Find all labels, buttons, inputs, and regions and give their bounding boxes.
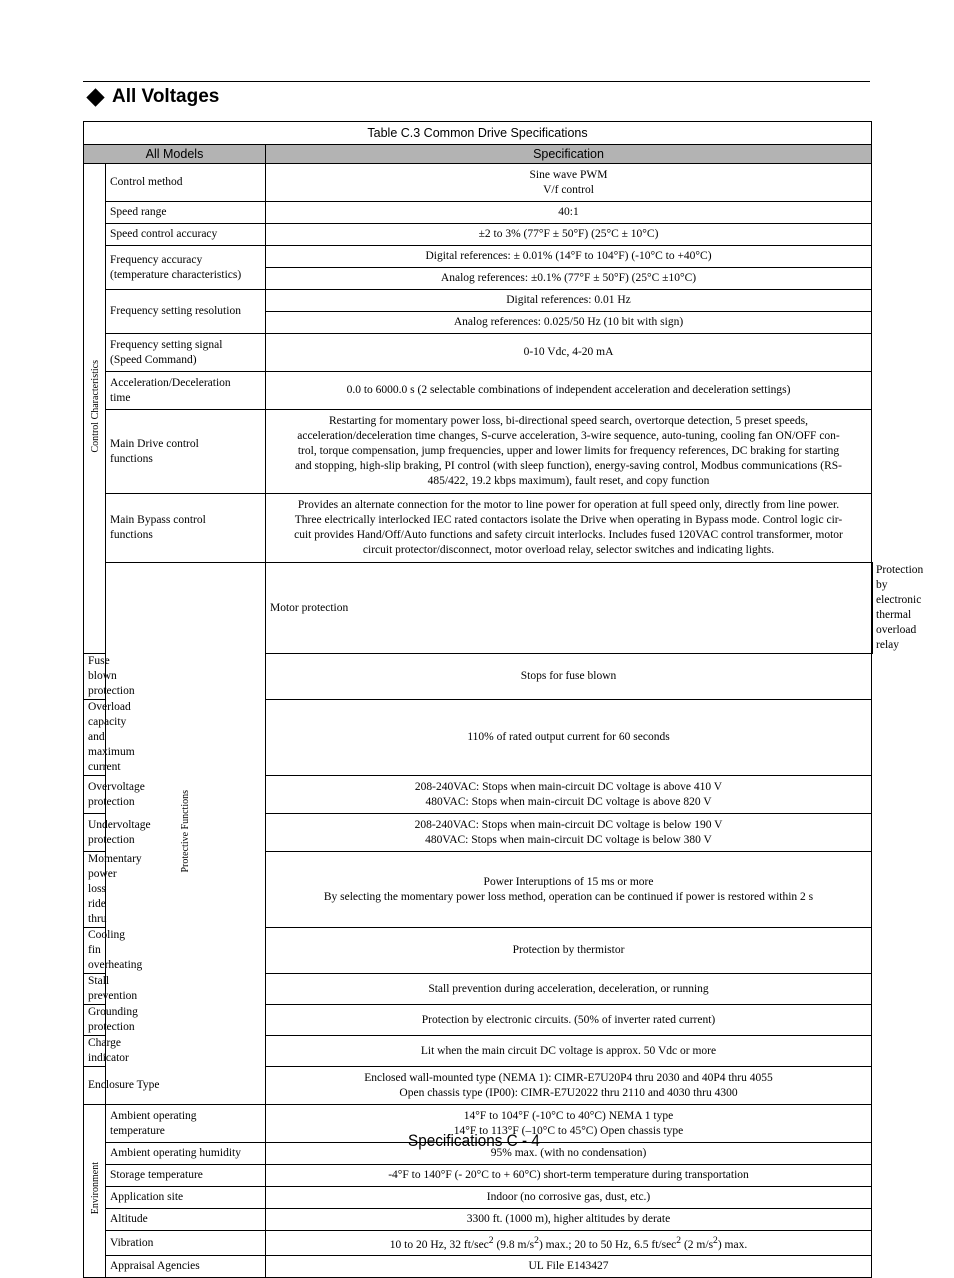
table-row: [84, 1187, 873, 1209]
spec-value: Protection by electronic circuits. (50% of inverter rated current): [266, 1005, 872, 1036]
param-label: Frequency setting resolution: [106, 290, 266, 334]
param-label: Control method: [106, 164, 266, 202]
top-rule: [83, 81, 870, 82]
spec-value: -4°F to 140°F (- 20°C to + 60°C) short-term temperature during transportation: [266, 1165, 872, 1187]
table-caption-row: [84, 122, 873, 145]
spec-value: Lit when the main circuit DC voltage is approx. 50 Vdc or more: [266, 1036, 872, 1067]
section-title: All Voltages: [112, 86, 220, 107]
spec-value: 110% of rated output current for 60 seconds: [266, 700, 872, 776]
spec-value: Digital references: 0.01 Hz: [266, 290, 872, 312]
table-row: [84, 334, 873, 372]
param-label: Motor protection: [266, 563, 872, 654]
group-control: Control Characteristics: [84, 164, 106, 654]
spec-value: Protection by electronic thermal overload relay: [876, 564, 924, 651]
param-label: Enclosure Type: [84, 1067, 266, 1105]
spec-value: UL File E143427: [266, 1256, 872, 1278]
spec-value: Indoor (no corrosive gas, dust, etc.): [266, 1187, 872, 1209]
param-label: Speed range: [106, 202, 266, 224]
section-heading: [86, 86, 219, 108]
param-label: Frequency setting signal (Speed Command): [106, 334, 266, 372]
param-label: Application site: [106, 1187, 266, 1209]
table-row: [84, 202, 873, 224]
param-label: Ambient operating temperature: [106, 1105, 266, 1143]
param-label: Main Bypass control functions: [106, 494, 266, 563]
param-label: Appraisal Agencies: [106, 1256, 266, 1278]
param-label: Ambient operating humidity: [106, 1143, 266, 1165]
spec-value: 0.0 to 6000.0 s (2 selectable combinations of independent acceleration and deceleration settings): [266, 372, 872, 410]
table-row: [84, 1231, 873, 1256]
param-label: Cooling fin overheating: [84, 928, 106, 974]
spec-value: 40:1: [266, 202, 872, 224]
param-label: Fuse blown protection: [84, 654, 106, 700]
spec-value: 10 to 20 Hz, 32 $ft/\sec^2$ (9.8 $m/s^2$) max.; 20 to 50 Hz, 6.5 $ft/\sec^2$ (2 $m/s^2$) max.: [266, 1231, 872, 1256]
param-label: Charge indicator: [84, 1036, 106, 1067]
spec-value: 95% max. (with no condensation): [266, 1143, 872, 1165]
param-label: Grounding protection: [84, 1005, 106, 1036]
spec-table: [83, 121, 924, 1278]
spec-value: Sine wave PWM V/f control: [266, 164, 872, 202]
table-row: [84, 494, 873, 563]
table-row: [84, 164, 873, 202]
spec-value: 0-10 Vdc, 4-20 mA: [266, 334, 872, 372]
param-label: Stall prevention: [84, 974, 106, 1005]
spec-value: Provides an alternate connection for the motor to line power for operation at full speed only, directly from line power. Three electrically interlocked IEC rated contactors isolate the Drive when operating in Bypass mode. Control logic cir- cuit provides Hand/Off/Auto functions and safety circuit interlocks. Includes fused 120VAC control transformer, motor circuit protector/disconnect, motor overload relay, selector switches and indicating lights.: [266, 494, 872, 563]
spec-value: Stall prevention during acceleration, deceleration, or running: [266, 974, 872, 1005]
spec-value: Power Interuptions of 15 ms or more By selecting the momentary power loss method, operation can be continued if power is restored within 2 s: [266, 852, 872, 928]
param-label: Speed control accuracy: [106, 224, 266, 246]
param-label: Storage temperature: [106, 1165, 266, 1187]
table-caption: Table C.3 Common Drive Specifications: [84, 122, 872, 145]
spec-value: Analog references: 0.025/50 Hz (10 bit with sign): [266, 312, 872, 334]
param-label: Frequency accuracy (temperature characteristics): [106, 246, 266, 290]
table-row: [84, 246, 873, 268]
diamond-bullet-icon: [86, 88, 104, 106]
param-label: Undervoltage protection: [84, 814, 106, 852]
table-row: [84, 1165, 873, 1187]
param-label: Vibration: [106, 1231, 266, 1256]
param-label: Acceleration/Deceleration time: [106, 372, 266, 410]
header-all-models: All Models: [84, 145, 266, 164]
spec-value: Restarting for momentary power loss, bi-directional speed search, overtorque detection, 5 preset speeds, acceleration/deceleration time changes, S-curve acceleration, 3-wire sequence, auto-tuning, cooling fan ON/OFF con- trol, torque compensation, jump frequencies, upper and lower limits for frequency references, DC braking for starting and stopping, high-slip braking, PI control (with sleep function), energy-saving control, Modbus communications (RS- 485/422, 19.2 kbps maximum), fault reset, and copy function: [266, 410, 872, 494]
spec-value: Protection by thermistor: [266, 928, 872, 974]
table-row: [84, 1256, 873, 1278]
spec-value: Digital references: ± 0.01% (14°F to 104°F) (-10°C to +40°C): [266, 246, 872, 268]
spec-value: Analog references: ±0.1% (77°F ± 50°F) (25°C ±10°C): [266, 268, 872, 290]
param-label: Momentary power loss ride thru: [84, 852, 106, 928]
table-row: [84, 1067, 873, 1105]
group-environment: Environment: [84, 1105, 106, 1278]
param-label: Altitude: [106, 1209, 266, 1231]
spec-value: Stops for fuse blown: [266, 654, 872, 700]
spec-value: Enclosed wall-mounted type (NEMA 1): CIMR-E7U20P4 thru 2030 and 40P4 thru 4055 Open chassis type (IP00): CIMR-E7U2022 thru 2110 and 4030 thru 4300: [266, 1067, 872, 1105]
table-row: [84, 372, 873, 410]
table-row: [84, 290, 873, 312]
param-label: Main Drive control functions: [106, 410, 266, 494]
table-row: [84, 1209, 873, 1231]
page-footer: Specifications C - 4: [408, 1131, 540, 1150]
spec-value: ±2 to 3% (77°F ± 50°F) (25°C ± 10°C): [266, 224, 872, 246]
spec-value: 208-240VAC: Stops when main-circuit DC voltage is below 190 V 480VAC: Stops when main-circuit DC voltage is below 380 V: [266, 814, 872, 852]
param-label: Overvoltage protection: [84, 776, 106, 814]
spec-value: 208-240VAC: Stops when main-circuit DC voltage is above 410 V 480VAC: Stops when main-circuit DC voltage is above 820 V: [266, 776, 872, 814]
spec-value: 14°F to 104°F (-10°C to 40°C) NEMA 1 type 14°F to 113°F (–10°C to 45°C) Open chassis type: [266, 1105, 872, 1143]
group-protective: Protective Functions: [106, 563, 266, 1105]
header-specification: Specification: [266, 145, 872, 164]
spec-value: 3300 ft. (1000 m), higher altitudes by derate: [266, 1209, 872, 1231]
table-row: [84, 224, 873, 246]
table-header-row: [84, 145, 873, 164]
param-label: Overload capacity and maximum current: [84, 700, 106, 776]
table-row: [84, 410, 873, 494]
table-row: [84, 563, 873, 654]
